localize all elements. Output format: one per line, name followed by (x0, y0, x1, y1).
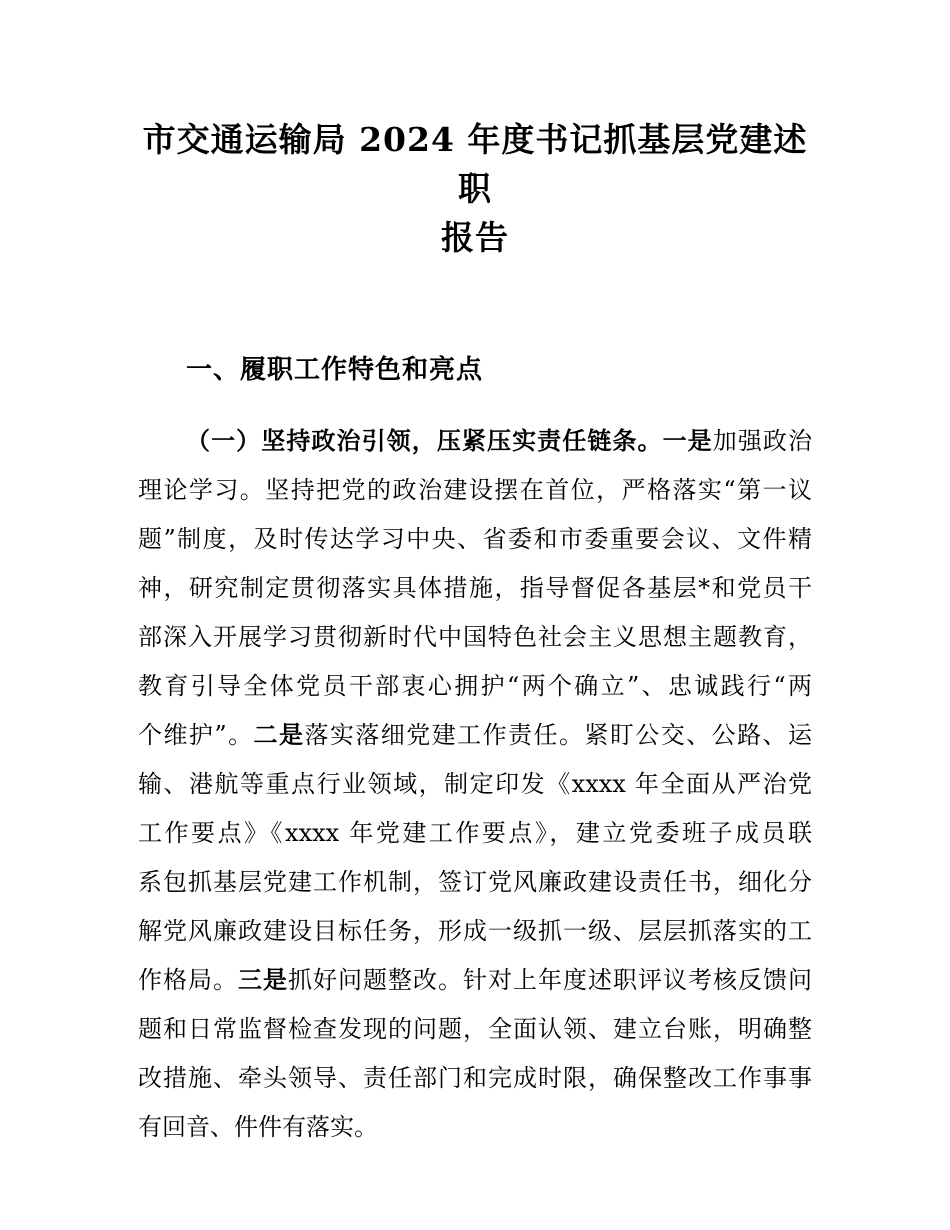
document-title-line-1: 市交通运输局 2024 年度书记抓基层党建述职 (142, 120, 808, 208)
text-line (138, 515, 812, 564)
text-segment: 落实落细党建工作责任。紧盯公交、公路、运 (304, 721, 812, 749)
text-line (138, 1005, 812, 1054)
text-segment: 系包抓基层党建工作机制，签订党风廉政建设责任书，细化分 (138, 868, 812, 896)
text-line (138, 1103, 812, 1152)
text-segment: 个维护”。 (138, 721, 254, 749)
text-line (138, 466, 812, 515)
text-segment: 解党风廉政建设目标任务，形成一级抓一级、层层抓落实的工 (138, 917, 812, 945)
bold-text-segment: 一是 (662, 427, 713, 455)
text-line (138, 1054, 812, 1103)
text-segment: 部深入开展学习贯彻新时代中国特色社会主义思想主题教育， (138, 623, 812, 651)
text-segment: 题”制度，及时传达学习中央、省委和市委重要会议、文件精 (138, 525, 812, 553)
text-segment: 作格局。 (138, 966, 238, 994)
text-segment: 题和日常监督检查发现的问题，全面认领、建立台账，明确整 (138, 1015, 812, 1043)
text-segment: 输、港航等重点行业领域，制定印发《xxxx 年全面从严治党 (138, 770, 812, 798)
text-segment: 工作要点》《xxxx 年党建工作要点》，建立党委班子成员联 (138, 819, 812, 847)
text-line (138, 809, 812, 858)
text-line (138, 417, 812, 466)
text-line (138, 858, 812, 907)
text-segment: 理论学习。坚持把党的政治建设摆在首位，严格落实“第一议 (138, 476, 812, 504)
section-heading: 一、履职工作特色和亮点 (186, 355, 484, 385)
bold-text-segment: 三是 (238, 966, 288, 994)
text-segment: 有回音、件件有落实。 (138, 1113, 378, 1141)
text-line (138, 907, 812, 956)
text-segment: 改措施、牵头领导、责任部门和完成时限，确保整改工作事事 (138, 1064, 812, 1092)
text-line (138, 956, 812, 1005)
text-line (138, 711, 812, 760)
document-title-line-2: 报告 (441, 218, 509, 257)
text-line (138, 613, 812, 662)
document-title (138, 115, 812, 262)
text-segment: 教育引导全体党员干部衷心拥护“两个确立”、忠诚践行“两 (138, 672, 812, 700)
text-segment: 抓好问题整改。针对上年度述职评议考核反馈问 (288, 966, 812, 994)
text-line (138, 564, 812, 613)
text-line (138, 662, 812, 711)
paragraph (138, 417, 812, 1152)
text-line (138, 760, 812, 809)
text-segment: 神，研究制定贯彻落实具体措施，指导督促各基层*和党员干 (138, 574, 812, 602)
bold-text-segment: （一）坚持政治引领，压紧压实责任链条。 (186, 427, 663, 455)
bold-text-segment: 二是 (253, 721, 305, 749)
text-segment: 加强政治 (712, 427, 812, 455)
